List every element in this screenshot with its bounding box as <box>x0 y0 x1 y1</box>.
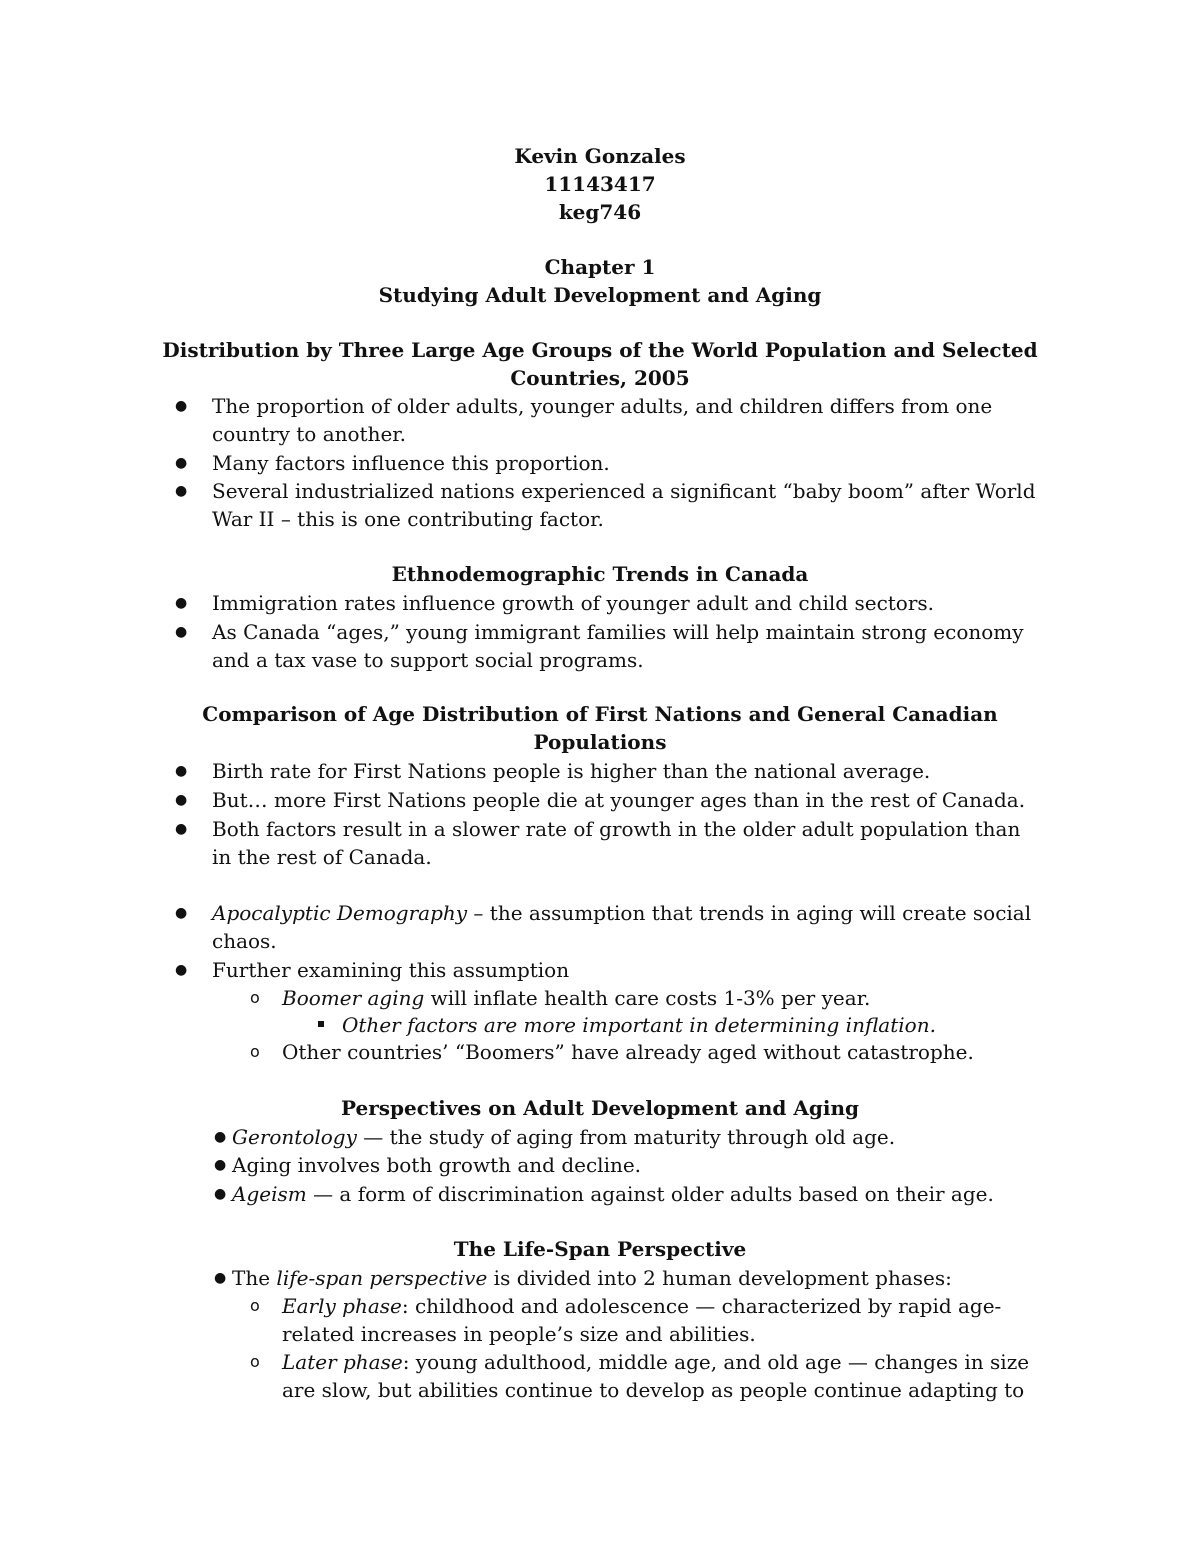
sub-bullet-text-continued: are slow, but abilities continue to develop as people continue adapting to <box>282 1378 1025 1402</box>
bullet-text <box>232 1180 994 1208</box>
bullet-text: Both factors result in a slower rate of growth in the older adult population than <box>212 817 1021 841</box>
sub-sub-bullet-text: Other factors are more important in determining inflation. <box>342 1013 936 1037</box>
bullet-text: Further examining this assumption <box>212 958 570 982</box>
sub-bullet-rest: : childhood and adolescence — characterized by rapid age- <box>401 1294 1002 1318</box>
bullet-icon: ● <box>214 1129 227 1145</box>
bullet-text: Birth rate for First Nations people is higher than the national average. <box>212 759 931 783</box>
term-boomer-aging: Boomer aging <box>282 986 425 1010</box>
bullet-text: Aging involves both growth and decline. <box>232 1153 642 1177</box>
hollow-bullet-icon: o <box>250 1296 260 1315</box>
bullet-icon: ● <box>175 763 188 779</box>
sub-bullet-text-continued: related increases in people’s size and abilities. <box>282 1322 756 1346</box>
hollow-bullet-icon: o <box>250 988 260 1007</box>
bullet-text-continued: and a tax vase to support social programs. <box>212 648 644 672</box>
definition-text: – the assumption that trends in aging will create social <box>467 901 1032 925</box>
term-life-span-perspective: life-span perspective <box>276 1266 488 1290</box>
chapter-title: Studying Adult Development and Aging <box>378 283 822 307</box>
bullet-icon: ● <box>175 962 188 978</box>
term-apocalyptic-demography: Apocalyptic Demography <box>212 901 468 925</box>
term-gerontology: Gerontology <box>232 1125 357 1149</box>
bullet-text: The proportion of older adults, younger adults, and children differs from one <box>212 394 993 418</box>
sub-bullet-rest: will inflate health care costs 1-3% per year. <box>424 986 871 1010</box>
section-heading-ethnodemographic: Ethnodemographic Trends in Canada <box>391 562 809 586</box>
bullet-text <box>232 1264 952 1292</box>
author-name: Kevin Gonzales <box>514 144 686 168</box>
bullet-text: Immigration rates influence growth of younger adult and child sectors. <box>212 591 935 615</box>
section-heading-perspectives: Perspectives on Adult Development and Aging <box>340 1096 860 1120</box>
bullet-text-continued: in the rest of Canada. <box>212 845 432 869</box>
bullet-icon: ● <box>175 595 188 611</box>
bullet-icon: ● <box>175 455 188 471</box>
sub-bullet-text <box>282 1348 1029 1376</box>
term-ageism: Ageism <box>232 1182 307 1206</box>
bullet-rest: is divided into 2 human development phases: <box>487 1266 952 1290</box>
bullet-text-continued: country to another. <box>212 422 407 446</box>
bullet-text: Many factors influence this proportion. <box>212 451 610 475</box>
term-early-phase: Early phase <box>282 1294 402 1318</box>
sub-bullet-rest: : young adulthood, middle age, and old age — changes in size <box>402 1350 1030 1374</box>
bullet-prefix: The <box>232 1266 277 1290</box>
bullet-icon: ● <box>214 1157 227 1173</box>
section-heading-comparison-line1: Comparison of Age Distribution of First Nations and General Canadian <box>202 702 998 726</box>
student-id: 11143417 <box>544 172 656 196</box>
definition-text: — a form of discrimination against older adults based on their age. <box>306 1182 994 1206</box>
bullet-icon: ● <box>175 792 188 808</box>
bullet-icon: ● <box>214 1186 227 1202</box>
section-heading-comparison-line2: Populations <box>533 730 667 754</box>
definition-text: — the study of aging from maturity through old age. <box>356 1125 896 1149</box>
bullet-text-continued: chaos. <box>212 929 277 953</box>
sub-bullet-text <box>282 1292 1001 1320</box>
nsid: keg746 <box>558 200 642 224</box>
term-later-phase: Later phase <box>282 1350 403 1374</box>
bullet-icon: ● <box>175 398 188 414</box>
sub-bullet-text: Other countries’ “Boomers” have already aged without catastrophe. <box>282 1040 974 1064</box>
bullet-icon: ● <box>175 483 188 499</box>
bullet-text: Several industrialized nations experienced a significant “baby boom” after World <box>212 479 1036 503</box>
bullet-icon: ● <box>175 821 188 837</box>
section-heading-distribution-line2: Countries, 2005 <box>510 366 690 390</box>
hollow-bullet-icon: o <box>250 1352 260 1371</box>
sub-bullet-text <box>282 984 870 1012</box>
bullet-text: As Canada “ages,” young immigrant families will help maintain strong economy <box>212 620 1024 644</box>
section-heading-distribution-line1: Distribution by Three Large Age Groups of the World Population and Selected <box>162 338 1038 362</box>
bullet-text: But… more First Nations people die at younger ages than in the rest of Canada. <box>212 788 1026 812</box>
bullet-text-continued: War II – this is one contributing factor. <box>212 507 604 531</box>
section-heading-lifespan: The Life-Span Perspective <box>453 1237 747 1261</box>
square-bullet-icon <box>318 1021 324 1027</box>
chapter-label: Chapter 1 <box>544 255 656 279</box>
bullet-icon: ● <box>175 624 188 640</box>
hollow-bullet-icon: o <box>250 1042 260 1061</box>
bullet-icon: ● <box>175 905 188 921</box>
bullet-text <box>232 1123 895 1151</box>
bullet-icon: ● <box>214 1270 227 1286</box>
bullet-text <box>212 899 1031 927</box>
